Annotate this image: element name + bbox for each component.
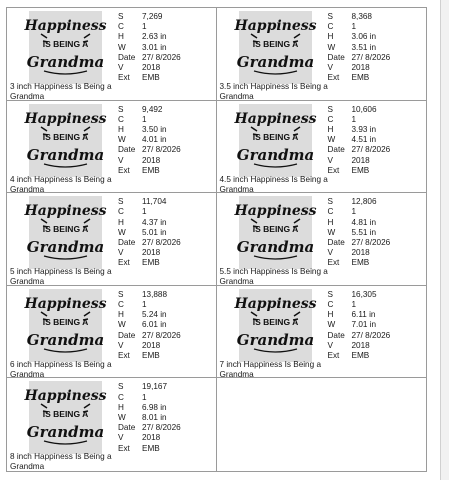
svg-text:IS BEING A: IS BEING A — [42, 131, 89, 142]
spec-key: Ext — [327, 258, 340, 268]
spec-v — [118, 341, 181, 351]
spec-value: 1 — [351, 114, 357, 124]
grandma-design-art — [233, 289, 317, 362]
spec-ext — [118, 73, 181, 83]
spec-h — [118, 32, 181, 42]
spec-c — [118, 393, 181, 403]
spec-h — [118, 310, 181, 320]
spec-key: V — [118, 155, 124, 165]
spec-value: 1 — [142, 207, 147, 217]
spec-v — [328, 156, 391, 166]
spec-date — [118, 145, 181, 155]
spec-value: EMB — [142, 258, 160, 268]
design-thumbnail — [233, 104, 317, 177]
spec-key: Date — [118, 52, 136, 62]
design-thumbnail — [24, 289, 107, 362]
spec-value: 2018 — [142, 248, 161, 258]
design-caption: 4 inch Happiness Is Being a Grandma — [10, 174, 112, 194]
spec-v — [328, 63, 391, 73]
svg-text:IS BEING A: IS BEING A — [42, 39, 89, 49]
svg-text:IS BEING A: IS BEING A — [42, 316, 89, 327]
svg-text:Grandma: Grandma — [26, 330, 105, 349]
svg-text:Happiness: Happiness — [233, 110, 317, 127]
spec-v — [118, 156, 181, 166]
design-grid — [6, 7, 427, 472]
spec-key: V — [118, 63, 124, 73]
spec-key: Date — [118, 238, 136, 247]
spec-value: 27/ 8/2026 — [142, 423, 181, 433]
spec-key: H — [327, 217, 334, 227]
svg-text:Happiness: Happiness — [24, 110, 107, 127]
design-caption: 6 inch Happiness Is Being a Grandma — [10, 359, 112, 379]
spec-key: Ext — [327, 351, 340, 361]
design-caption: 5.5 inch Happiness Is Being a Grandma — [219, 267, 328, 287]
spec-key: W — [118, 42, 126, 52]
spec-value: 1 — [142, 114, 147, 124]
spec-key: S — [118, 289, 124, 299]
spec-w — [328, 135, 391, 145]
spec-key: C — [327, 114, 334, 124]
spec-key: Ext — [327, 73, 340, 83]
spec-value: 3.93 in — [351, 125, 377, 134]
spec-value: 19,167 — [142, 382, 168, 392]
svg-text:Happiness: Happiness — [24, 388, 107, 405]
spec-value: EMB — [142, 73, 160, 83]
spec-h — [328, 125, 391, 135]
svg-text:Grandma: Grandma — [236, 330, 314, 349]
spec-s — [118, 12, 181, 22]
svg-text:IS BEING A: IS BEING A — [252, 224, 298, 235]
spec-s — [328, 12, 391, 22]
spec-date — [118, 331, 181, 341]
empty-cell — [217, 378, 427, 471]
svg-text:Grandma: Grandma — [26, 423, 105, 442]
spec-value: 2018 — [351, 248, 370, 258]
spec-key: Date — [327, 238, 345, 247]
spec-key: Ext — [118, 351, 130, 361]
design-thumbnail — [24, 104, 107, 177]
spec-w — [118, 413, 181, 423]
spec-key: S — [118, 197, 124, 207]
spec-key: C — [327, 300, 334, 309]
spec-value: 3.06 in — [351, 32, 377, 42]
spec-w — [118, 43, 181, 53]
spec-date — [118, 53, 181, 63]
spec-w — [328, 43, 391, 53]
spec-ext — [118, 166, 181, 176]
design-cell[interactable] — [7, 8, 217, 101]
spec-s — [118, 197, 181, 207]
spec-value: 27/ 8/2026 — [142, 238, 181, 247]
spec-value: 1 — [351, 22, 357, 32]
spec-c — [118, 300, 181, 310]
design-cell[interactable] — [7, 193, 217, 286]
spec-c — [118, 22, 181, 32]
spec-value: 6.11 in — [351, 310, 376, 320]
spec-v — [118, 433, 181, 443]
svg-text:Grandma: Grandma — [26, 238, 105, 257]
spec-date — [328, 145, 391, 155]
spec-value: 16,305 — [351, 289, 377, 299]
spec-key: Ext — [118, 443, 130, 453]
design-cell[interactable] — [7, 101, 217, 194]
spec-value: 27/ 8/2026 — [142, 330, 181, 340]
spec-ext — [118, 444, 181, 454]
spec-v — [328, 248, 391, 258]
spec-value: 1 — [351, 207, 357, 217]
spec-value: 4.37 in — [142, 217, 167, 227]
design-specs — [118, 12, 181, 83]
spec-s — [328, 105, 391, 115]
spec-value: 1 — [142, 392, 147, 402]
spec-key: W — [118, 135, 126, 145]
spec-c — [328, 300, 391, 310]
spec-value: 4.81 in — [351, 217, 377, 227]
spec-s — [328, 197, 391, 207]
spec-key: V — [118, 433, 124, 443]
grandma-design-art — [233, 196, 317, 269]
design-cell[interactable] — [217, 101, 427, 194]
spec-key: W — [327, 227, 336, 237]
spec-key: H — [118, 32, 124, 42]
design-specs — [118, 290, 181, 361]
spec-key: W — [118, 227, 126, 237]
spec-value: 5.51 in — [351, 227, 377, 237]
design-caption: 7 inch Happiness Is Being a Grandma — [219, 359, 321, 379]
spec-key: C — [118, 300, 124, 309]
design-specs — [118, 382, 181, 453]
design-cell[interactable] — [217, 286, 427, 379]
spec-value: 4.51 in — [351, 135, 377, 145]
spec-value: 27/ 8/2026 — [142, 52, 181, 62]
spec-key: S — [327, 197, 333, 207]
spec-value: 2018 — [142, 340, 161, 350]
spec-key: H — [327, 125, 334, 134]
spec-key: C — [118, 22, 124, 32]
spec-key: V — [327, 248, 333, 258]
spec-value: EMB — [351, 73, 370, 83]
spec-key: H — [118, 310, 124, 320]
spec-value: 5.01 in — [142, 227, 167, 237]
spec-ext — [328, 73, 391, 83]
design-cell[interactable] — [7, 378, 217, 471]
svg-text:Grandma: Grandma — [236, 145, 314, 164]
spec-value: 3.01 in — [142, 42, 167, 52]
spec-h — [118, 125, 181, 135]
spec-key: S — [327, 289, 333, 299]
spec-key: Ext — [118, 73, 130, 83]
spec-value: 3.51 in — [351, 42, 377, 52]
spec-value: 8,368 — [351, 12, 372, 21]
spec-c — [328, 115, 391, 125]
spec-key: W — [118, 320, 126, 330]
spec-value: EMB — [351, 351, 370, 361]
spec-ext — [118, 351, 181, 361]
spec-s — [118, 382, 181, 392]
spec-date — [328, 53, 391, 63]
spec-value: 12,806 — [351, 197, 377, 207]
grandma-design-art — [24, 381, 107, 454]
design-caption: 8 inch Happiness Is Being a Grandma — [10, 452, 112, 472]
spec-key: Ext — [327, 165, 340, 175]
design-caption: 5 inch Happiness Is Being a Grandma — [10, 267, 112, 287]
design-caption: 3.5 inch Happiness Is Being a Grandma — [219, 82, 328, 101]
spec-c — [118, 207, 181, 217]
spec-key: W — [118, 413, 126, 422]
svg-text:Happiness: Happiness — [233, 18, 317, 34]
spec-key: Date — [118, 423, 136, 433]
spec-key: S — [118, 382, 124, 392]
spec-key: V — [327, 63, 333, 73]
spec-w — [328, 228, 391, 238]
spec-value: 9,492 — [142, 104, 163, 114]
spec-key: V — [118, 340, 124, 350]
spec-h — [118, 218, 181, 228]
spec-key: Ext — [118, 258, 130, 268]
spec-key: Date — [327, 52, 345, 62]
spec-key: Date — [118, 145, 136, 155]
spec-key: S — [327, 12, 333, 21]
spec-value: 2018 — [351, 340, 370, 350]
svg-text:Happiness: Happiness — [24, 18, 107, 34]
design-specs — [118, 105, 181, 176]
grandma-design-art — [233, 11, 317, 84]
spec-value: 1 — [351, 300, 357, 309]
spec-key: H — [327, 32, 334, 42]
design-caption: 4.5 inch Happiness Is Being a Grandma — [219, 174, 328, 194]
svg-text:Grandma: Grandma — [236, 53, 314, 71]
design-specs — [118, 197, 181, 268]
spec-value: 7,269 — [142, 12, 163, 21]
spec-w — [118, 135, 181, 145]
design-specs — [328, 290, 391, 361]
grandma-design-art — [24, 289, 107, 362]
grandma-design-art — [24, 196, 107, 269]
spec-s — [328, 290, 391, 300]
design-caption: 3 inch Happiness Is Being a Grandma — [10, 82, 112, 101]
spec-value: 10,606 — [351, 104, 377, 114]
spec-key: Date — [327, 330, 345, 340]
spec-key: S — [118, 104, 124, 114]
design-thumbnail — [233, 196, 317, 269]
design-specs — [328, 12, 391, 83]
spec-value: 6.98 in — [142, 402, 167, 412]
spec-value: 2018 — [142, 63, 161, 73]
spec-h — [328, 32, 391, 42]
spec-key: Date — [118, 330, 136, 340]
spec-value: 8.01 in — [142, 413, 167, 422]
spec-value: 27/ 8/2026 — [142, 145, 181, 155]
design-cell[interactable] — [217, 8, 427, 101]
svg-text:IS BEING A: IS BEING A — [42, 409, 89, 420]
design-thumbnail — [233, 289, 317, 362]
spec-value: 4.01 in — [142, 135, 167, 145]
spec-h — [328, 218, 391, 228]
spec-key: V — [327, 155, 333, 165]
spec-key: Date — [327, 145, 345, 155]
spec-c — [118, 115, 181, 125]
spec-c — [328, 22, 391, 32]
grandma-design-art — [233, 104, 317, 177]
design-thumbnail — [233, 11, 317, 84]
spec-key: H — [327, 310, 334, 320]
spec-w — [118, 320, 181, 330]
svg-text:IS BEING A: IS BEING A — [42, 224, 89, 235]
spec-c — [328, 207, 391, 217]
spec-w — [118, 228, 181, 238]
spec-value: EMB — [351, 258, 370, 268]
spec-key: V — [327, 340, 333, 350]
grandma-design-art — [24, 104, 107, 177]
spec-v — [118, 248, 181, 258]
spec-key: C — [118, 392, 124, 402]
spec-s — [118, 105, 181, 115]
spec-key: C — [118, 114, 124, 124]
spec-date — [328, 331, 391, 341]
spec-key: W — [327, 135, 336, 145]
svg-text:Grandma: Grandma — [26, 145, 105, 164]
spec-h — [118, 403, 181, 413]
svg-text:Happiness: Happiness — [24, 295, 107, 312]
spec-key: C — [118, 207, 124, 217]
spec-value: EMB — [142, 351, 160, 361]
spec-value: 5.24 in — [142, 310, 167, 320]
spec-value: 1 — [142, 300, 147, 309]
grandma-design-art — [24, 11, 107, 84]
spec-key: C — [327, 207, 334, 217]
svg-text:Grandma: Grandma — [236, 238, 314, 257]
svg-text:Grandma: Grandma — [26, 53, 105, 71]
spec-value: 27/ 8/2026 — [351, 330, 391, 340]
design-cell[interactable] — [7, 286, 217, 379]
spec-value: 3.50 in — [142, 125, 167, 134]
svg-text:Happiness: Happiness — [24, 203, 107, 220]
spec-key: W — [327, 42, 336, 52]
spec-ext — [328, 258, 391, 268]
design-specs — [328, 105, 391, 176]
spec-v — [118, 63, 181, 73]
spec-value: 13,888 — [142, 289, 168, 299]
spec-value: 27/ 8/2026 — [351, 145, 391, 155]
spec-value: 11,704 — [142, 197, 167, 207]
spec-date — [118, 423, 181, 433]
spec-w — [328, 320, 391, 330]
spec-value: 2018 — [351, 155, 370, 165]
design-cell[interactable] — [217, 193, 427, 286]
spec-key: H — [118, 125, 124, 134]
spec-key: S — [118, 12, 124, 21]
spec-v — [328, 341, 391, 351]
svg-text:Happiness: Happiness — [233, 203, 317, 220]
spec-key: H — [118, 217, 124, 227]
svg-text:IS BEING A: IS BEING A — [252, 316, 298, 327]
spec-key: W — [327, 320, 336, 330]
svg-text:IS BEING A: IS BEING A — [252, 131, 298, 142]
design-thumbnail — [24, 196, 107, 269]
spec-value: EMB — [142, 165, 160, 175]
svg-text:Happiness: Happiness — [233, 295, 317, 312]
spec-value: 27/ 8/2026 — [351, 52, 391, 62]
spec-key: V — [118, 248, 124, 258]
design-thumbnail — [24, 381, 107, 454]
spec-value: EMB — [351, 165, 370, 175]
spec-ext — [328, 166, 391, 176]
spec-value: 6.01 in — [142, 320, 167, 330]
spec-ext — [328, 351, 391, 361]
spec-date — [118, 238, 181, 248]
spec-value: 1 — [142, 22, 147, 32]
spec-key: S — [327, 104, 333, 114]
spec-h — [328, 310, 391, 320]
vertical-scrollbar[interactable] — [440, 0, 449, 480]
spec-s — [118, 290, 181, 300]
design-specs — [328, 197, 391, 268]
spec-key: Ext — [118, 165, 130, 175]
spec-ext — [118, 258, 181, 268]
spec-key: H — [118, 402, 124, 412]
spec-value: EMB — [142, 443, 160, 453]
spec-value: 2018 — [351, 63, 370, 73]
spec-value: 27/ 8/2026 — [351, 238, 391, 247]
spec-key: C — [327, 22, 334, 32]
svg-text:IS BEING A: IS BEING A — [252, 39, 298, 49]
spec-date — [328, 238, 391, 248]
spec-value: 2018 — [142, 155, 161, 165]
spec-value: 2.63 in — [142, 32, 167, 42]
design-thumbnail — [24, 11, 107, 84]
spec-value: 2018 — [142, 433, 161, 443]
spec-value: 7.01 in — [351, 320, 377, 330]
